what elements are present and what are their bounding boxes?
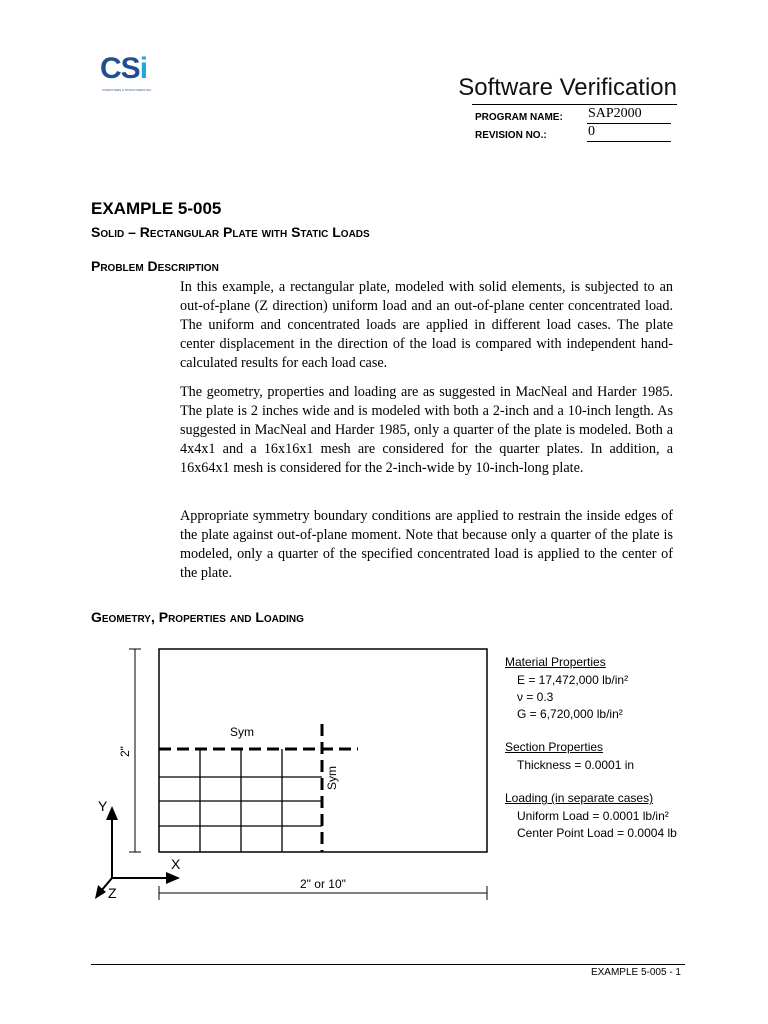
revision-value: 0 — [588, 124, 595, 139]
example-subtitle: Solid – Rectangular Plate with Static Loads — [91, 224, 370, 240]
length-dimension-label: 2" or 10" — [300, 877, 346, 891]
material-item-e: E = 17,472,000 lb/in² — [517, 673, 629, 687]
problem-description-heading: Problem Description — [91, 258, 219, 274]
section-item-thickness: Thickness = 0.0001 in — [517, 758, 635, 772]
footer-page-label: EXAMPLE 5-005 - 1 — [590, 967, 681, 978]
material-properties-heading: Material Properties — [505, 655, 606, 669]
loading-heading: Loading (in separate cases) — [505, 791, 654, 805]
sym-label-horizontal: Sym — [230, 725, 254, 739]
material-item-nu: ν = 0.3 — [517, 690, 554, 704]
loading-item-point: Center Point Load = 0.0004 lb — [517, 826, 677, 840]
revision-label: REVISION NO.: — [475, 130, 547, 141]
problem-paragraph-1: In this example, a rectangular plate, modeled with solid elements, is subjected to an out-of-plane (Z direction) uniform load and an out-of-plane center concentrated load. The uniform and concentrated loads are applied in different load cases. The plate center displacement in the direction of the load is compared with independent hand-calculated results for each load case. — [180, 279, 673, 371]
y-axis-arrow — [106, 806, 118, 820]
document-title: Software Verification — [458, 74, 677, 101]
csi-logo: CSi — [100, 52, 148, 85]
program-name-label: PROGRAM NAME: — [475, 112, 563, 123]
problem-paragraph-3: Appropriate symmetry boundary conditions are applied to restrain the inside edges of the plate against out-of-plane moment. Note that because only a quarter of the plate is modeled, only a quarter of the specified concentrated load is applied to the center of the plate. — [180, 508, 673, 581]
geometry-heading: Geometry, Properties and Loading — [91, 609, 304, 625]
section-properties-heading: Section Properties — [505, 740, 604, 754]
axis-z-label: Z — [108, 885, 117, 901]
loading-item-uniform: Uniform Load = 0.0001 lb/in² — [517, 809, 669, 823]
x-axis-arrow — [166, 872, 180, 884]
axis-y-label: Y — [98, 798, 108, 814]
sym-label-vertical: Sym — [325, 766, 339, 790]
logo-tagline: COMPUTERS & STRUCTURES INC. — [102, 88, 153, 92]
example-title: EXAMPLE 5-005 — [91, 199, 222, 218]
footer-divider — [91, 964, 685, 965]
material-item-g: G = 6,720,000 lb/in² — [517, 707, 623, 721]
height-dimension-label: 2" — [118, 746, 132, 757]
program-name-value: SAP2000 — [588, 106, 642, 121]
axis-x-label: X — [171, 856, 181, 872]
mesh-grid — [159, 749, 322, 852]
problem-paragraph-2: The geometry, properties and loading are as suggested in MacNeal and Harder 1985. The plate is 2 inches wide and is modeled with both a 2-inch and a 10-inch length. As suggested in MacNeal and Harder 1985, only a quarter of the plate is modeled. Both a 4x4x1 and a 16x16x1 mesh are considered for the quarter plates. In addition, a 16x64x1 mesh is considered for the 2-inch-wide by 10-inch-long plate. — [180, 384, 673, 476]
